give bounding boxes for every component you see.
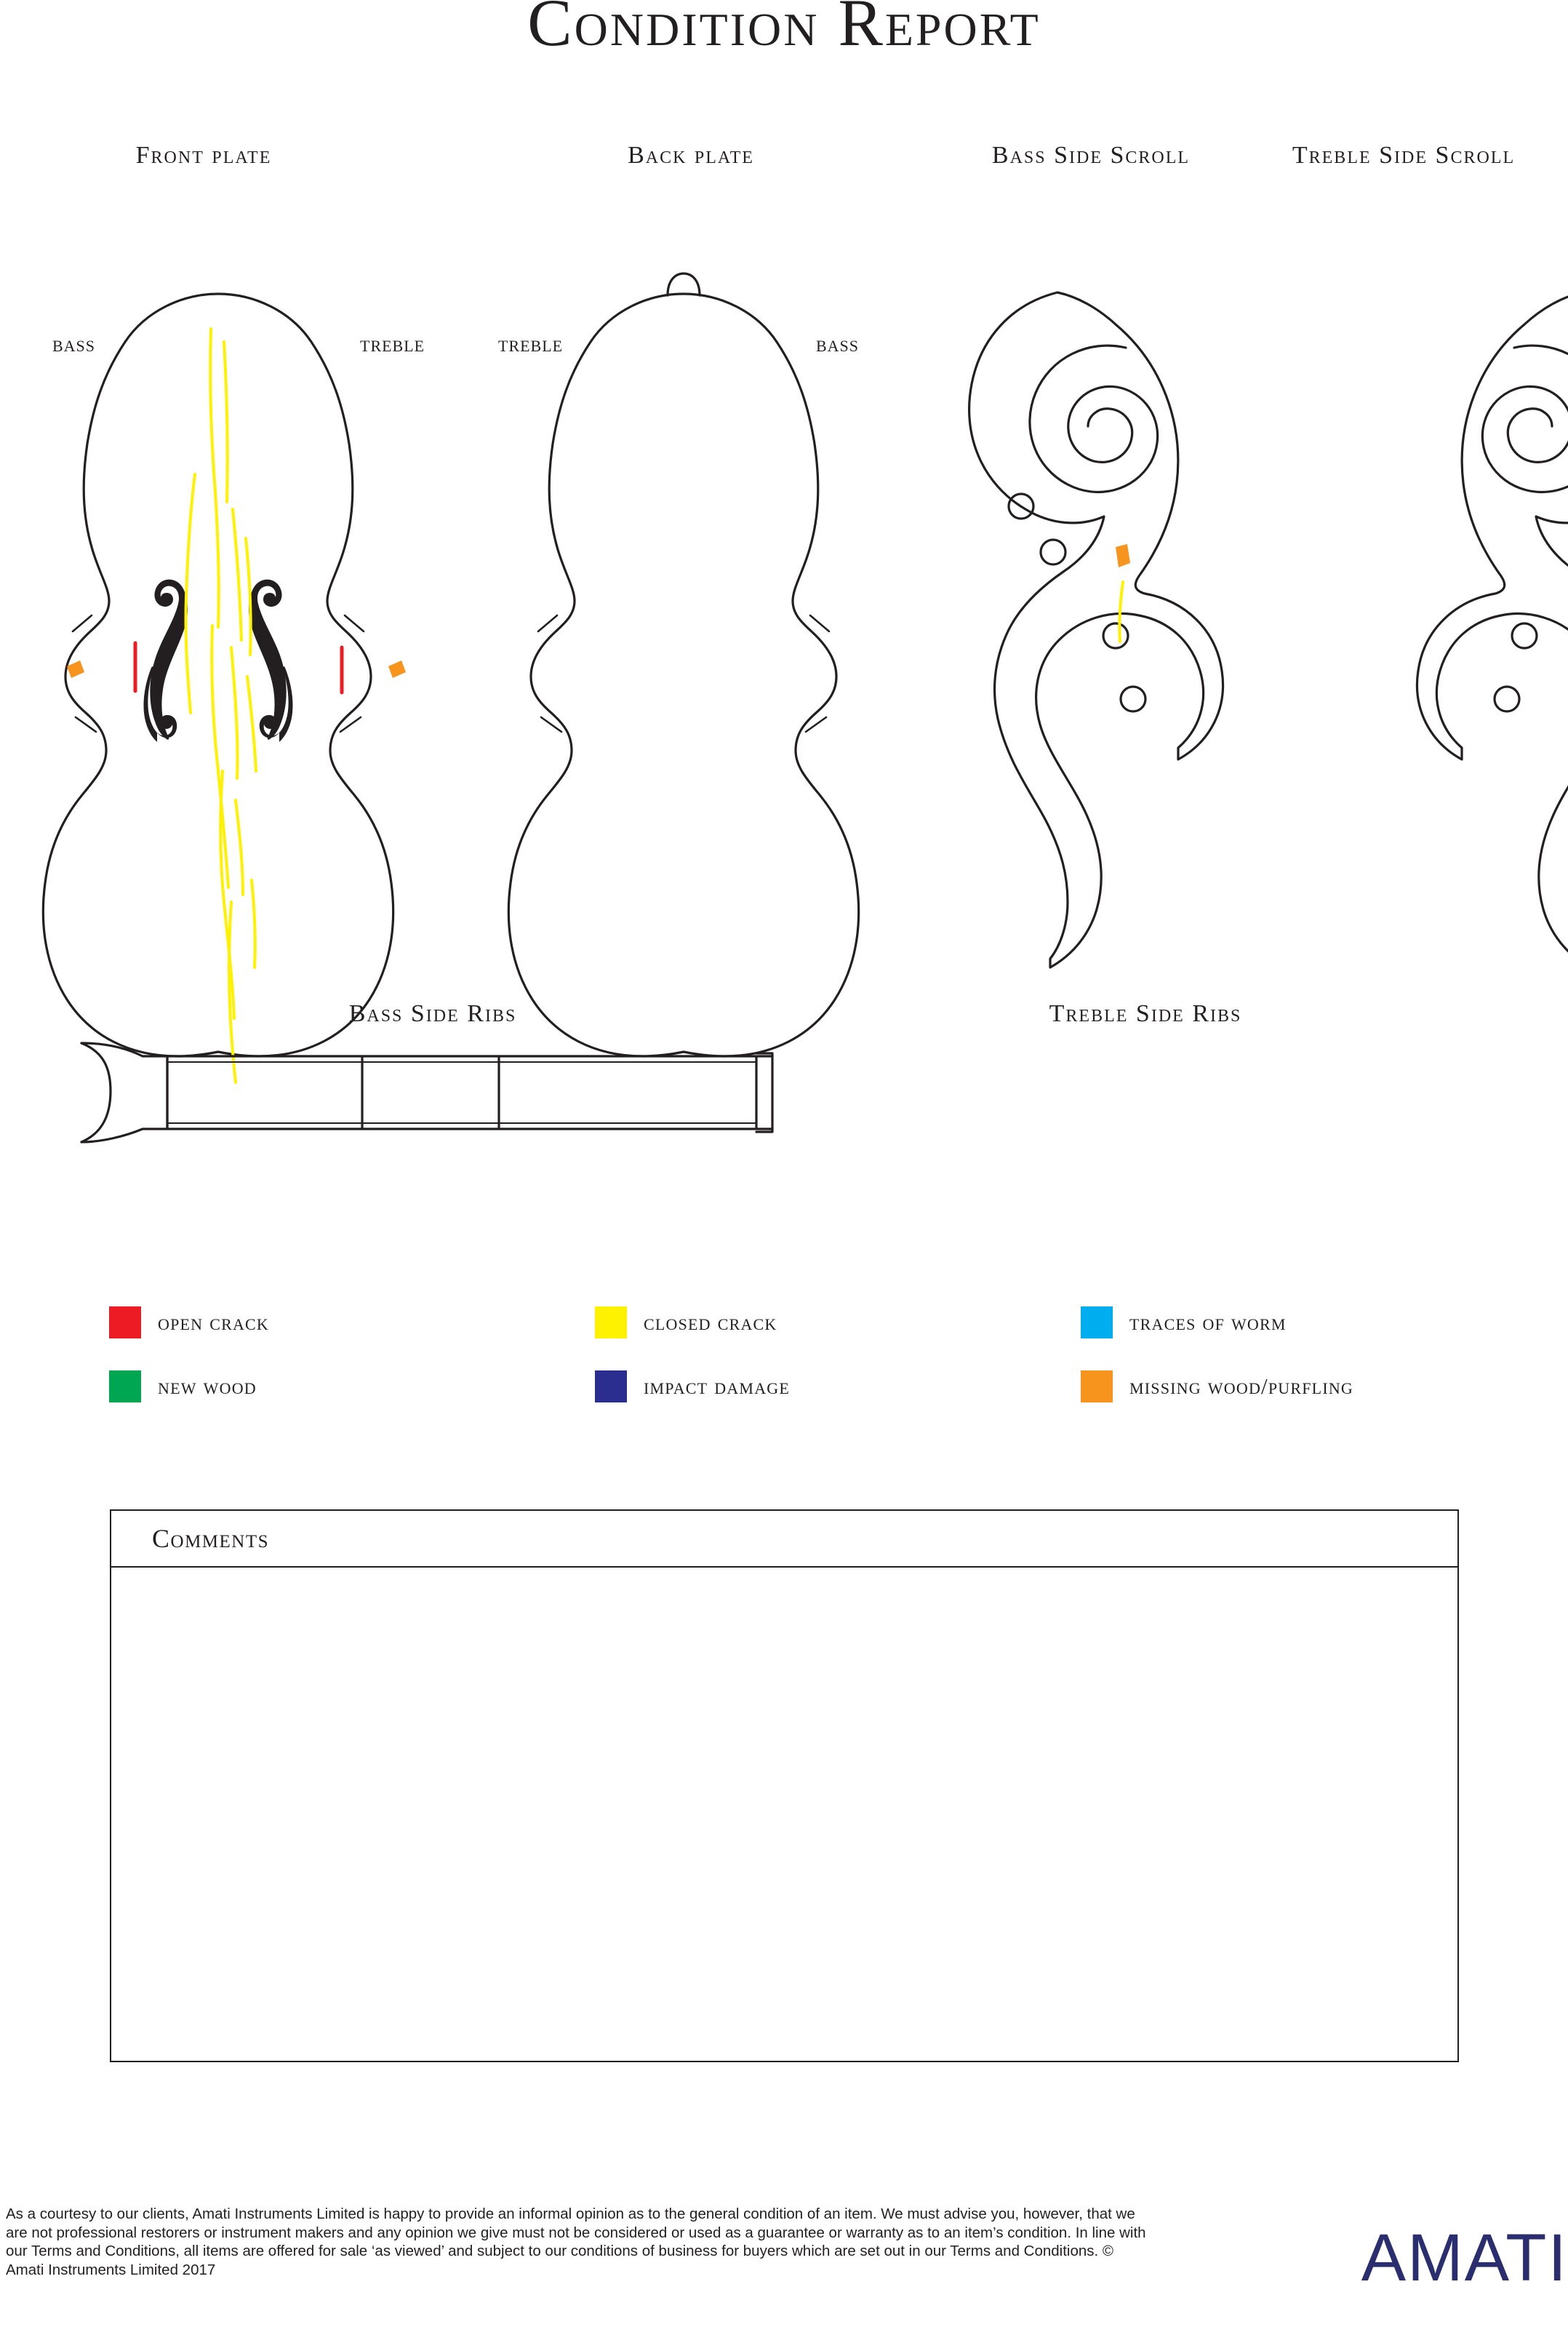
bass-ribs-right-cap-lines — [758, 1056, 772, 1129]
bass-peg-hole-3 — [1103, 623, 1128, 648]
traces-of-worm-swatch — [1081, 1306, 1113, 1338]
back-plate-outline — [508, 294, 858, 1056]
legend-item-traces-of-worm — [1081, 1306, 1287, 1338]
comments-title: Comments — [152, 1524, 270, 1553]
open-crack-swatch — [109, 1306, 141, 1338]
back-corner-upper-left — [538, 615, 557, 631]
heading-treble-side-scroll: Treble Side Scroll — [1292, 142, 1516, 169]
heading-front-plate: Front plate — [135, 142, 272, 169]
front-corner-upper-treble — [345, 615, 364, 631]
back-corner-lower-left — [541, 717, 561, 732]
front-plate-right-label: TREBLE — [360, 337, 425, 355]
back-plate-button — [668, 274, 700, 295]
front-plate-diagram — [43, 294, 406, 1082]
f-hole-treble — [249, 580, 293, 742]
bass-side-scroll-diagram — [969, 292, 1223, 967]
treble-side-scroll-diagram — [1417, 292, 1568, 967]
bass-ribs-left-curl — [81, 1043, 111, 1142]
bass-scroll-outline — [969, 292, 1223, 967]
bass-side-ribs-diagram — [81, 1043, 772, 1142]
front-plate-closed-cracks — [185, 329, 256, 1082]
front-plate-open-cracks — [135, 643, 342, 692]
bass-peg-hole-4 — [1121, 687, 1145, 711]
damage-legend — [109, 1306, 1484, 1434]
missing-wood-purfling-swatch — [1081, 1370, 1113, 1402]
treble-peg-hole-3 — [1512, 623, 1537, 648]
open-crack-label: open crack — [158, 1309, 269, 1335]
comments-header — [111, 1511, 1457, 1568]
front-plate-missing-wood — [67, 660, 406, 678]
front-corner-lower-bass — [76, 717, 96, 732]
closed-crack-label: closed crack — [644, 1309, 777, 1335]
legend-item-missing-wood-purfling — [1081, 1370, 1353, 1402]
treble-peg-hole-4 — [1495, 687, 1519, 711]
front-corner-lower-treble — [340, 717, 361, 732]
bass-scroll-spiral — [1030, 346, 1158, 492]
bass-ribs-left-end — [81, 1043, 167, 1142]
traces-of-worm-label: traces of worm — [1129, 1309, 1287, 1335]
closed-crack-swatch — [595, 1306, 627, 1338]
new-wood-label: new wood — [158, 1373, 257, 1399]
new-wood-swatch — [109, 1370, 141, 1402]
treble-scroll-outline — [1417, 292, 1568, 967]
heading-bass-side-ribs: Bass Side Ribs — [348, 1000, 517, 1027]
front-plate-outline — [43, 294, 393, 1056]
back-corner-lower-right — [806, 717, 826, 732]
legend-item-open-crack — [109, 1306, 595, 1338]
bass-scroll-missing-wood — [1116, 544, 1130, 567]
back-corner-upper-right — [810, 615, 829, 631]
page-title: Condition Report — [527, 0, 1041, 60]
treble-scroll-spiral — [1482, 346, 1568, 492]
back-plate-right-label: BASS — [816, 337, 860, 355]
back-plate-left-label: TREBLE — [498, 337, 564, 355]
f-hole-bass — [143, 580, 188, 742]
bass-ribs-body — [167, 1056, 756, 1129]
bass-ribs-right-cap — [756, 1053, 772, 1132]
comments-box — [110, 1509, 1459, 2062]
bass-peg-hole-1 — [1009, 494, 1033, 519]
heading-treble-side-ribs: Treble Side Ribs — [1049, 1000, 1242, 1027]
footer-disclaimer: As a courtesy to our clients, Amati Instruments Limited is happy to provide an informal opinion as to the general condition of an item. We must advise you, however, that we are not professional restorers or instrument makers and any opinion we give must not be considered or used as a guarantee or warranty as to an item’s condition. In line with our Terms and Conditions, all items are offered for sale ‘as viewed’ and subject to our conditions of business for buyers which are set out in our Terms and Conditions. © Amati Instruments Limited 2017 — [6, 2206, 1146, 2278]
legend-item-impact-damage — [595, 1370, 1081, 1402]
heading-back-plate: Back plate — [628, 142, 754, 169]
bass-scroll-closed-crack — [1119, 582, 1123, 642]
bass-peg-hole-2 — [1041, 540, 1065, 564]
missing-wood-purfling-label: missing wood/purfling — [1129, 1373, 1354, 1399]
comments-field[interactable] — [111, 1568, 1457, 2061]
amati-logo: AMATI — [1361, 2221, 1568, 2295]
legend-row-1 — [109, 1306, 1484, 1338]
front-plate-left-label: BASS — [52, 337, 96, 355]
front-corner-upper-bass — [73, 615, 92, 631]
back-plate-diagram — [508, 274, 858, 1056]
legend-row-2 — [109, 1370, 1484, 1402]
impact-damage-label: impact damage — [644, 1373, 791, 1399]
legend-item-closed-crack — [595, 1306, 1081, 1338]
impact-damage-swatch — [595, 1370, 627, 1402]
heading-bass-side-scroll: Bass Side Scroll — [991, 142, 1191, 169]
legend-item-new-wood — [109, 1370, 595, 1402]
